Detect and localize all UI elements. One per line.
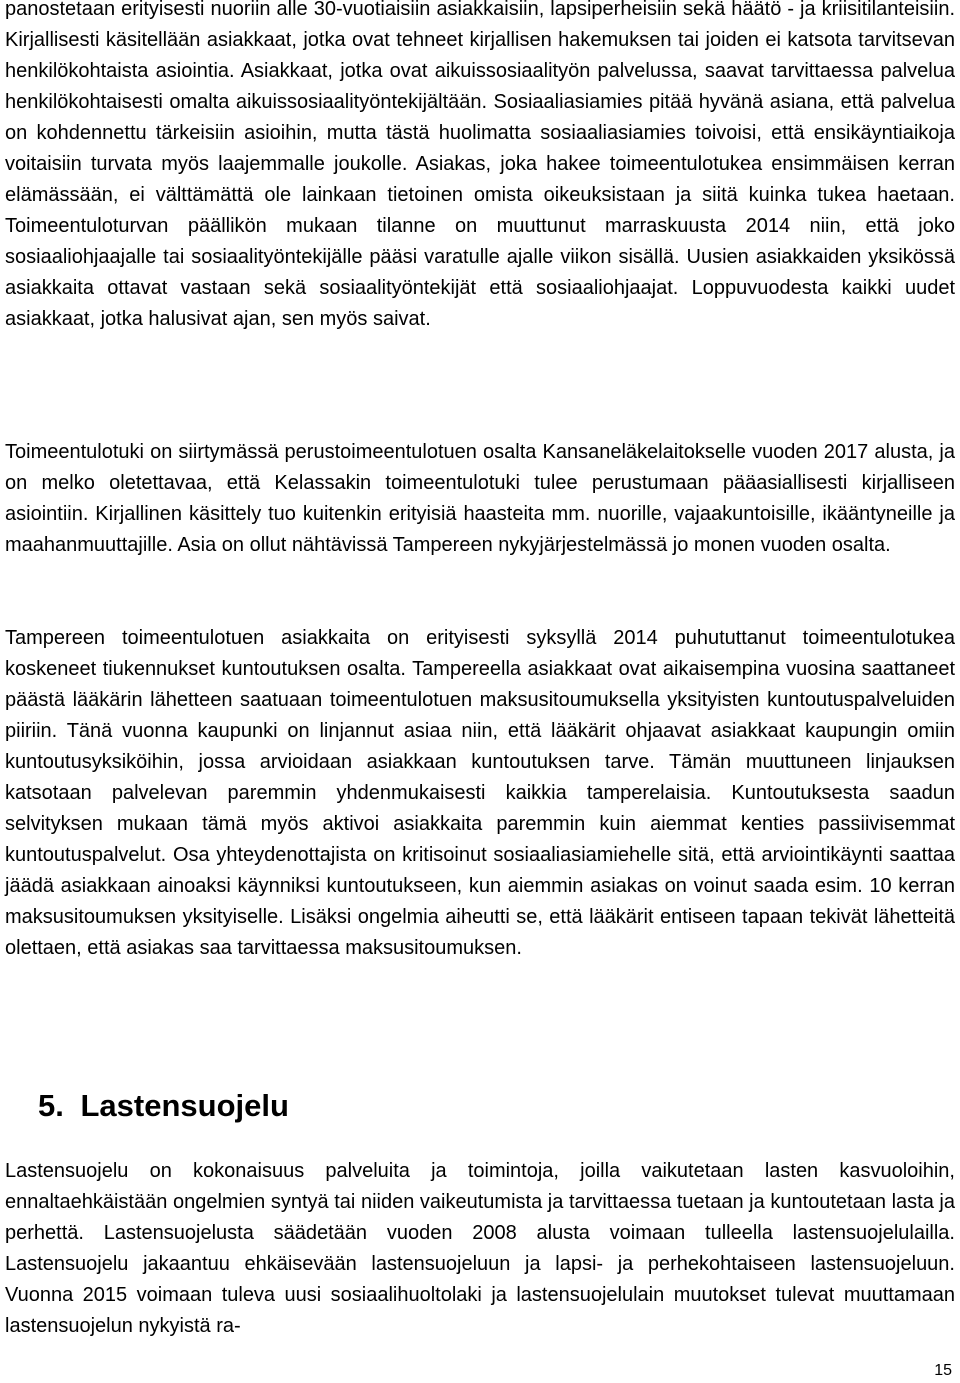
section-heading (38, 1086, 289, 1126)
section-number: 5. (38, 1088, 64, 1123)
page-number: 15 (934, 1362, 952, 1379)
body-paragraph-3: Tampereen toimeentulotuen asiakkaita on erityisesti syksyllä 2014 puhututtanut toimeentulotukea koskeneet tiukennukset kuntoutuksen osalta. Tampereella asiakkaat ovat aikaisempina vuosina saattaneet päästä lääkärin lähetteen saatuaan toimeentulotuen maksusitoumuksella yksityisten kuntoutuspalveluiden piiriin. Tänä vuonna kaupunki on linjannut asiaa niin, että lääkärit ohjaavat asiakkaat kaupungin omiin kuntoutusyksiköihin, jossa arvioidaan asiakkaan kuntoutuksen tarve. Tämän muuttuneen linjauksen katsotaan palvelevan paremmin yhdenmukaisesti kaikkia tamperelaisia. Kuntoutuksesta saadun selvityksen mukaan tämä myös aktivoi asiakkaita paremmin kuin aiemmat kenties passiivisemmat kuntoutuspalvelut. Osa yhteydenottajista on kritisoinut sosiaaliasiamiehelle sitä, että arviointikäynti saattaa jäädä asiakkaan ainoaksi käynniksi kuntoutukseen, kun aiemmin asiakas on voinut saada esim. 10 kerran maksusitoumuksen yksityiselle. Lisäksi ongelmia aiheutti se, että lääkärit entiseen tapaan tekivät lähetteitä olettaen, että asiakas saa tarvittaessa maksusitoumuksen. (5, 627, 955, 959)
section-title: Lastensuojelu (80, 1088, 289, 1123)
body-paragraph-1: panostetaan erityisesti nuoriin alle 30-vuotiaisiin asiakkaisiin, lapsiperheisiin sekä häätö - ja kriisitilanteisiin. Kirjallisesti käsitellään asiakkaat, jotka ovat tehneet kirjallisen hakemuksen tai joiden ei katsota tarvitsevan henkilökohtaista asiointia. Asiakkaat, jotka ovat aikuissosiaalityön palvelussa, saavat tarvittaessa palvelua henkilökohtaisesti omalta aikuissosiaalityöntekijältään. Sosiaaliasiamies pitää hyvänä asiana, että palvelua on kohdennettu tärkeisiin asioihin, mutta tästä huolimatta sosiaaliasiamies toivoisi, että ensikäyntiaikoja voitaisiin turvata myös laajemmalle joukolle. Asiakas, joka hakee toimeentulotukea ensimmäisen kerran elämässään, ei välttämättä ole lainkaan tietoinen omista oikeuksistaan ja siitä kuinka tukea haetaan. Toimeentuloturvan päällikön mukaan tilanne on muuttunut marraskuusta 2014 niin, että joko sosiaaliohjaajalle tai sosiaalityöntekijälle pääsi varatulle ajalle viikon sisällä. Uusien asiakkaiden yksikössä asiakkaita ottavat vastaan sekä sosiaalityöntekijät että sosiaaliohjaajat. Loppuvuodesta kaikki uudet asiakkaat, jotka halusivat ajan, sen myös saivat. (5, 0, 955, 330)
body-paragraph-2: Toimeentulotuki on siirtymässä perustoimeentulotuen osalta Kansaneläkelaitokselle vuoden 2017 alusta, ja on melko oletettavaa, että Kelassakin toimeentulotuki tulee perustumaan pääasiallisesti kirjalliseen asiointiin. Kirjallinen käsittely tuo kuitenkin erityisiä haasteita mm. nuorille, vajaakuntoisille, ikääntyneille ja maahanmuuttajille. Asia on ollut nähtävissä Tampereen nykyjärjestelmässä jo monen vuoden osalta. (5, 441, 955, 556)
body-paragraph-4: Lastensuojelu on kokonaisuus palveluita ja toimintoja, joilla vaikutetaan lasten kasvuoloihin, ennaltaehkäistään ongelmien syntyä tai niiden vaikeutumista ja tarvittaessa tuetaan ja kuntoutetaan lasta ja perhettä. Lastensuojelusta säädetään vuoden 2008 alusta voimaan tulleella lastensuojelulailla. Lastensuojelu jakaantuu ehkäisevään lastensuojeluun ja lapsi- ja perhekohtaiseen lastensuojeluun. Vuonna 2015 voimaan tuleva uusi sosiaalihuoltolaki ja lastensuojelulain muutokset tulevat muuttamaan lastensuojelun nykyistä ra- (5, 1160, 955, 1337)
